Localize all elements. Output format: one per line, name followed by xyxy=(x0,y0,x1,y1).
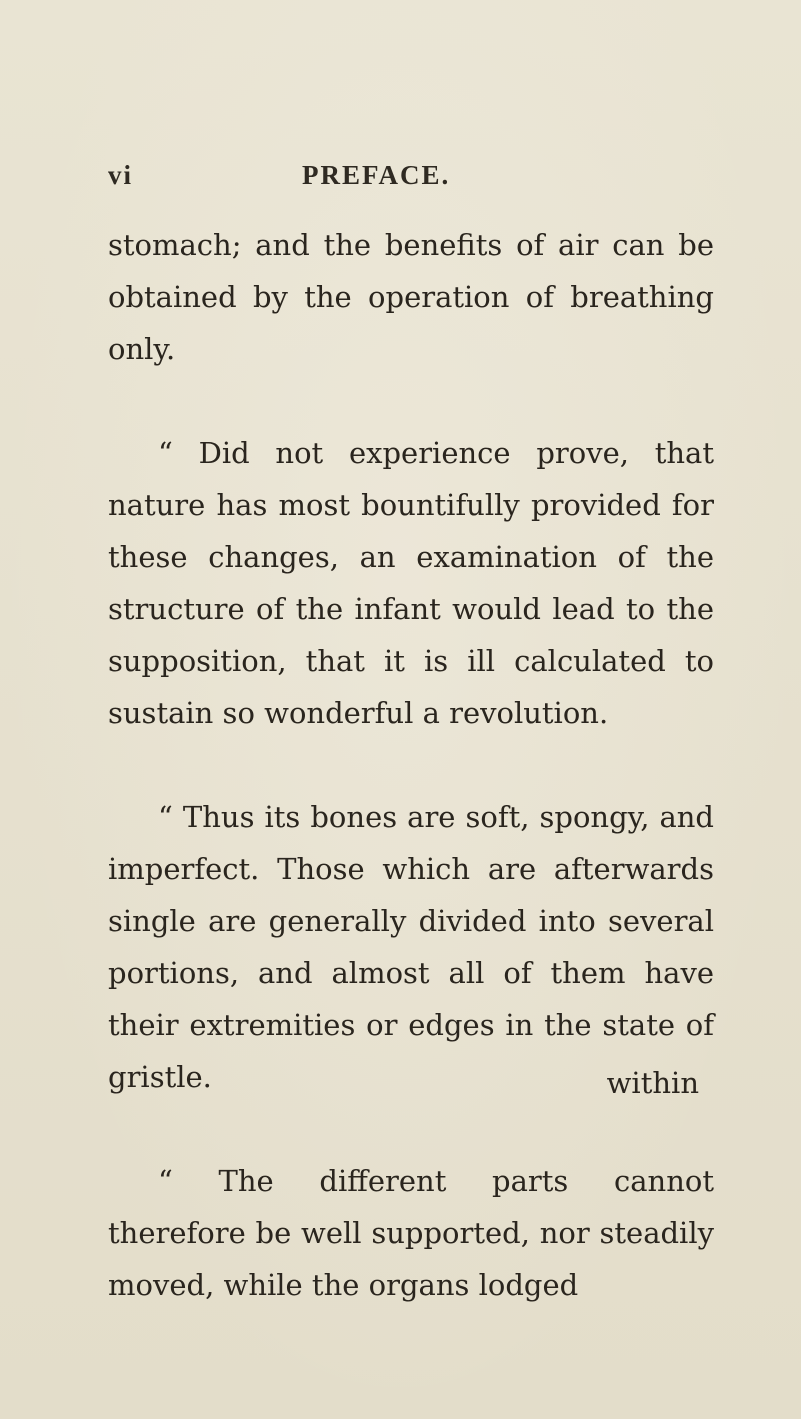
paragraph-quote-nature: “ Did not experience prove, that nature has most bountifully provided for these changes, an examination of the structure of the infant would lead to the supposition, that it is ill calculated to sustain so wonderful a revolution. xyxy=(108,436,714,730)
running-head xyxy=(108,160,708,200)
running-title: PREFACE. xyxy=(302,160,451,190)
page-number: vi xyxy=(108,160,134,190)
paragraph-continuation: stomach; and the benefits of air can be obtained by the operation of breathing only. xyxy=(108,228,714,366)
paragraph-quote-parts: “ The different parts cannot therefore be well supported, nor steadily moved, while the organs lodged xyxy=(108,1164,714,1302)
paragraph-quote-bones: “ Thus its bones are soft, spongy, and imperfect. Those which are afterwards single are generally divided into several portions, and almost all of them have their extremities or edges in the state of gristle. xyxy=(108,800,714,1094)
body-text xyxy=(108,219,714,1311)
catchword: within xyxy=(606,1066,699,1100)
